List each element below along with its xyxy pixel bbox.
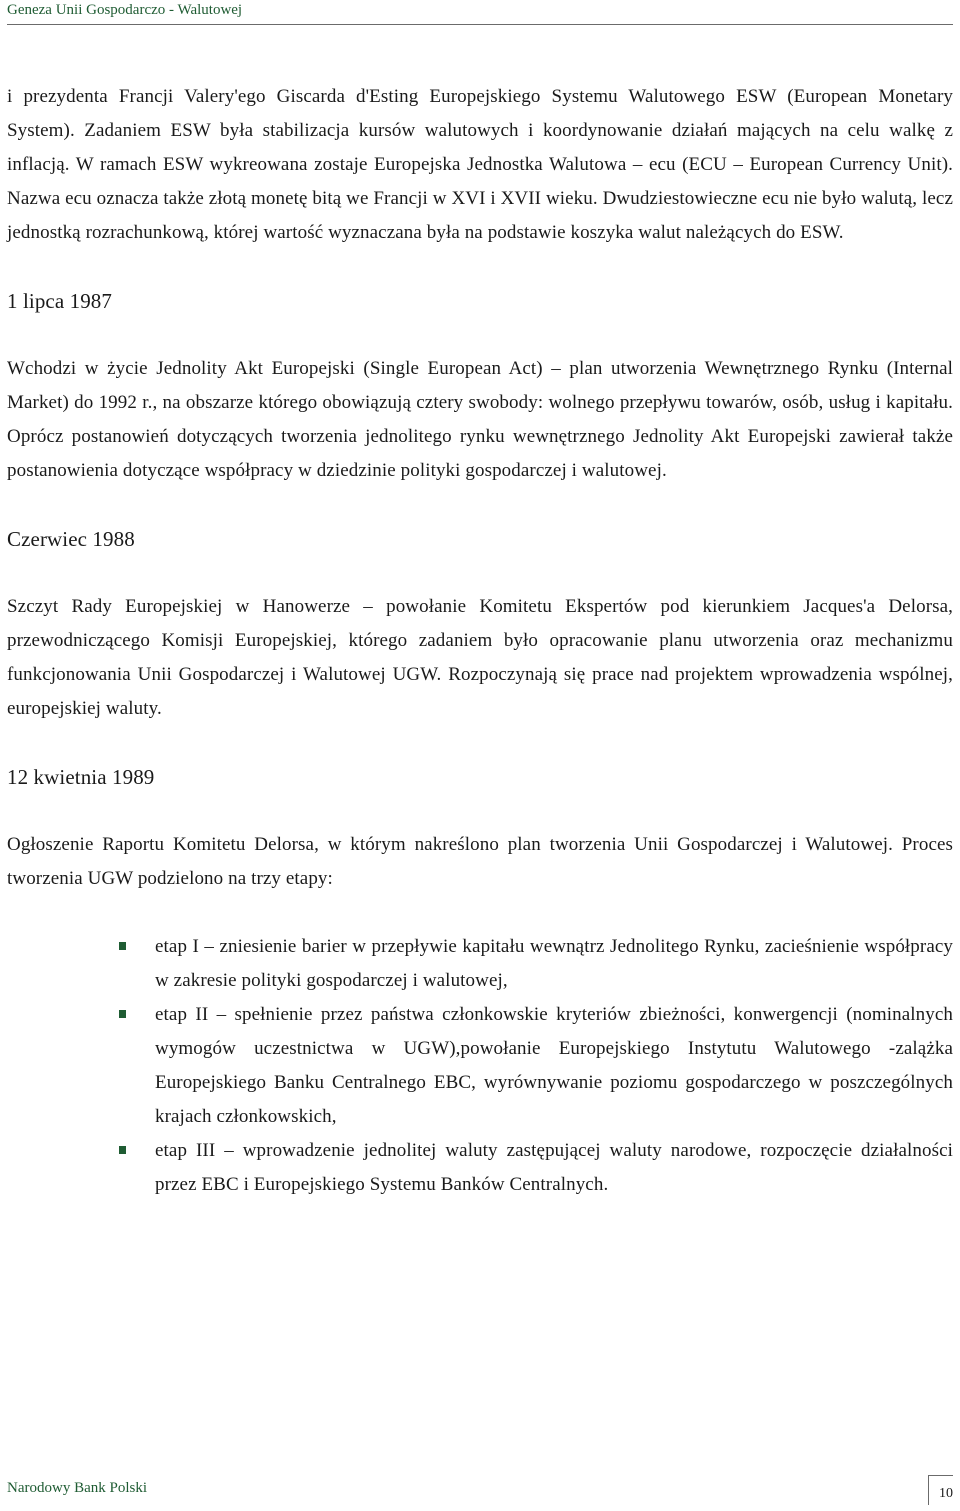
list-item: [7, 930, 953, 998]
page-number: 10: [928, 1475, 953, 1505]
page-body: [7, 80, 953, 1202]
list-item: [7, 998, 953, 1134]
stage-text: etap I – zniesienie barier w przepływie kapitału wewnątrz Jednolitego Rynku, zacieśnienie współpracy w zakresie polityki gospodarczej i walutowej,: [155, 936, 953, 991]
running-header: [7, 2, 953, 25]
paragraph-1989: Ogłoszenie Raportu Komitetu Delorsa, w którym nakreślono plan tworzenia Unii Gospodarczej i Walutowej. Proces tworzenia UGW podzielono na trzy etapy:: [7, 834, 953, 889]
stage-text: etap III – wprowadzenie jednolitej waluty zastępującej waluty narodowe, rozpoczęcie działalności przez EBC i Europejskiego Systemu Banków Centralnych.: [155, 1140, 953, 1195]
intro-paragraph: i prezydenta Francji Valery'ego Giscarda d'Esting Europejskiego Systemu Walutowego ESW (European Monetary System). Zadaniem ESW była stabilizacja kursów walutowych i koordynowanie działań mających na celu walkę z inflacją. W ramach ESW wykreowana zostaje Europejska Jednostka Walutowa – ecu (ECU – European Currency Unit). Nazwa ecu oznacza także złotą monetę bitą we Francji w XVI i XVII wieku. Dwudziestowieczne ecu nie było walutą, lecz jednostką rozrachunkową, której wartość wyznaczana była na podstawie koszyka walut należących do ESW.: [7, 86, 953, 243]
square-bullet-icon: [119, 1146, 126, 1154]
section-heading-1989: 12 kwietnia 1989: [7, 765, 155, 789]
paragraph-1988: Szczyt Rady Europejskiej w Hanowerze – powołanie Komitetu Ekspertów pod kierunkiem Jacques'a Delorsa, przewodniczącego Komisji Europejskiej, którego zadaniem było opracowanie planu utworzenia oraz mechanizmu funkcjonowania Unii Gospodarczej i Walutowej UGW. Rozpoczynają się prace nad projektem wprowadzenia wspólnej, europejskiej waluty.: [7, 596, 953, 719]
square-bullet-icon: [119, 942, 126, 950]
stage-text: etap II – spełnienie przez państwa członkowskie kryteriów zbieżności, konwergencji (nominalnych wymogów uczestnictwa w UGW),powołanie Europejskiego Instytutu Walutowego -zalążka Europejskiego Banku Centralnego EBC, wyrównywanie poziomu gospodarczego w poszczególnych krajach członkowskich,: [155, 1004, 953, 1127]
paragraph-1987: Wchodzi w życie Jednolity Akt Europejski (Single European Act) – plan utworzenia Wewnętrznego Rynku (Internal Market) do 1992 r., na obszarze którego obowiązują cztery swobody: wolnego przepływu towarów, osób, usług i kapitału. Oprócz postanowień dotyczących tworzenia jednolitego rynku wewnętrznego Jednolity Akt Europejski zawierał także postanowienia dotyczące współpracy w dziedzinie polityki gospodarczej i walutowej.: [7, 358, 953, 481]
section-heading-1987: 1 lipca 1987: [7, 289, 113, 313]
square-bullet-icon: [119, 1010, 126, 1018]
header-title: Geneza Unii Gospodarczo - Walutowej: [7, 2, 243, 18]
stages-list: [7, 930, 953, 1202]
footer-publisher: Narodowy Bank Polski: [7, 1480, 147, 1496]
section-heading-1988: Czerwiec 1988: [7, 527, 135, 551]
list-item: [7, 1134, 953, 1202]
